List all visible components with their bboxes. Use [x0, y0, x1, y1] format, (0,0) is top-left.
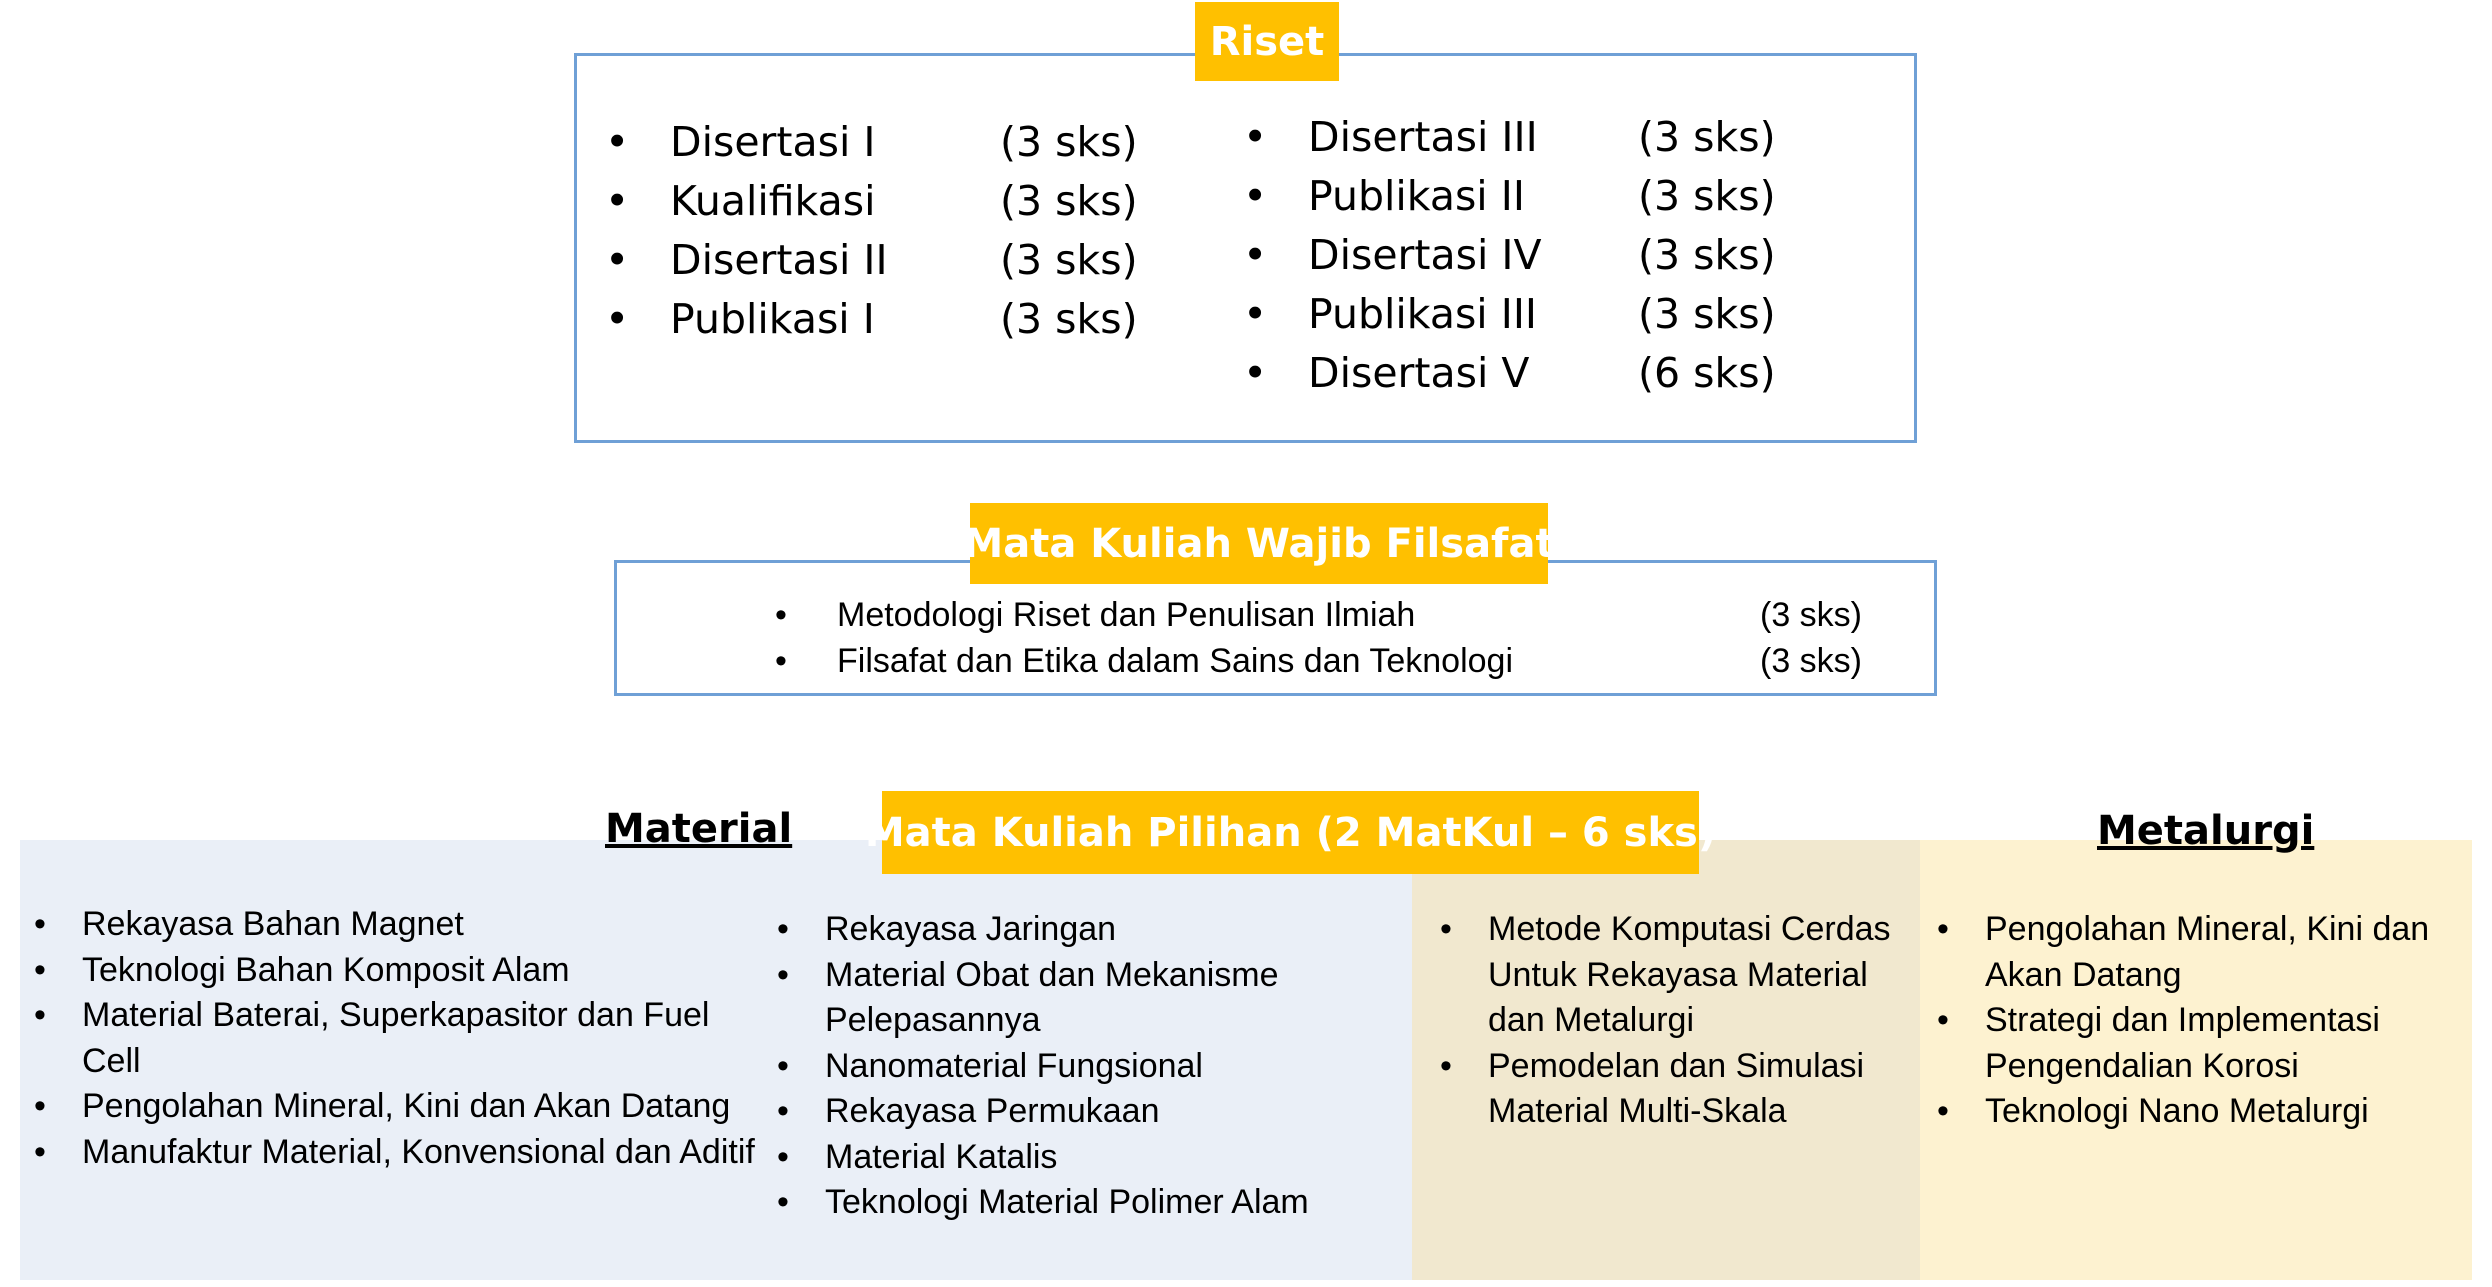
course-credits: (3 sks)	[1760, 642, 1862, 680]
course-name: Disertasi II	[670, 236, 888, 284]
material-list-col1	[22, 902, 767, 1175]
list-item: • Teknologi Material Polimer Alam	[765, 1180, 1415, 1226]
course-credits: (6 sks)	[1638, 349, 1776, 397]
course-credits: (3 sks)	[1638, 231, 1776, 279]
course-credits: (3 sks)	[1000, 295, 1138, 343]
course-name: Disertasi V	[1308, 349, 1530, 397]
list-item: • Teknologi Bahan Komposit Alam	[22, 948, 767, 994]
riset-tag: Riset	[1195, 2, 1339, 81]
list-item: • Material Katalis	[765, 1135, 1415, 1181]
course-name: Publikasi II	[1308, 172, 1525, 220]
list-item: • Teknologi Nano Metalurgi	[1925, 1089, 2465, 1135]
list-item: • Manufaktur Material, Konvensional dan Aditif	[22, 1130, 767, 1176]
list-item: • Material Obat dan Mekanisme Pelepasannya	[765, 953, 1415, 1044]
course-name: Disertasi III	[1308, 113, 1538, 161]
course-credits: (3 sks)	[1760, 596, 1862, 634]
course-name: Publikasi I	[670, 295, 875, 343]
course-name: Publikasi III	[1308, 290, 1538, 338]
course-credits: (3 sks)	[1638, 290, 1776, 338]
list-item: • Pemodelan dan Simulasi Material Multi-Skala	[1428, 1044, 1920, 1135]
course-name: Disertasi IV	[1308, 231, 1542, 279]
metalurgi-list	[1925, 907, 2465, 1135]
course-credits: (3 sks)	[1638, 113, 1776, 161]
list-item: • Rekayasa Bahan Magnet	[22, 902, 767, 948]
wajib-tag: Mata Kuliah Wajib Filsafat	[970, 503, 1548, 584]
list-item: • Pengolahan Mineral, Kini dan Akan Datang	[22, 1084, 767, 1130]
course-name: Filsafat dan Etika dalam Sains dan Teknologi	[837, 642, 1513, 680]
material-group-title: Material	[605, 806, 793, 852]
list-item: • Strategi dan Implementasi Pengendalian Korosi	[1925, 998, 2465, 1089]
list-item: • Pengolahan Mineral, Kini dan Akan Datang	[1925, 907, 2465, 998]
course-credits: (3 sks)	[1000, 236, 1138, 284]
course-credits: (3 sks)	[1000, 177, 1138, 225]
course-name: Disertasi I	[670, 118, 876, 166]
list-item: • Rekayasa Jaringan	[765, 907, 1415, 953]
list-item: • Metode Komputasi Cerdas Untuk Rekayasa Material dan Metalurgi	[1428, 907, 1920, 1044]
list-item: • Rekayasa Permukaan	[765, 1089, 1415, 1135]
shared-list	[1428, 907, 1920, 1135]
course-name: Metodologi Riset dan Penulisan Ilmiah	[837, 596, 1416, 634]
list-item: • Material Baterai, Superkapasitor dan Fuel Cell	[22, 993, 767, 1084]
material-list-col2	[765, 907, 1415, 1226]
course-credits: (3 sks)	[1000, 118, 1138, 166]
metalurgi-group-title: Metalurgi	[2097, 808, 2315, 854]
list-item: • Nanomaterial Fungsional	[765, 1044, 1415, 1090]
course-credits: (3 sks)	[1638, 172, 1776, 220]
pilihan-tag: Mata Kuliah Pilihan (2 MatKul – 6 sks)	[882, 791, 1699, 874]
course-name: Kualifikasi	[670, 177, 876, 225]
